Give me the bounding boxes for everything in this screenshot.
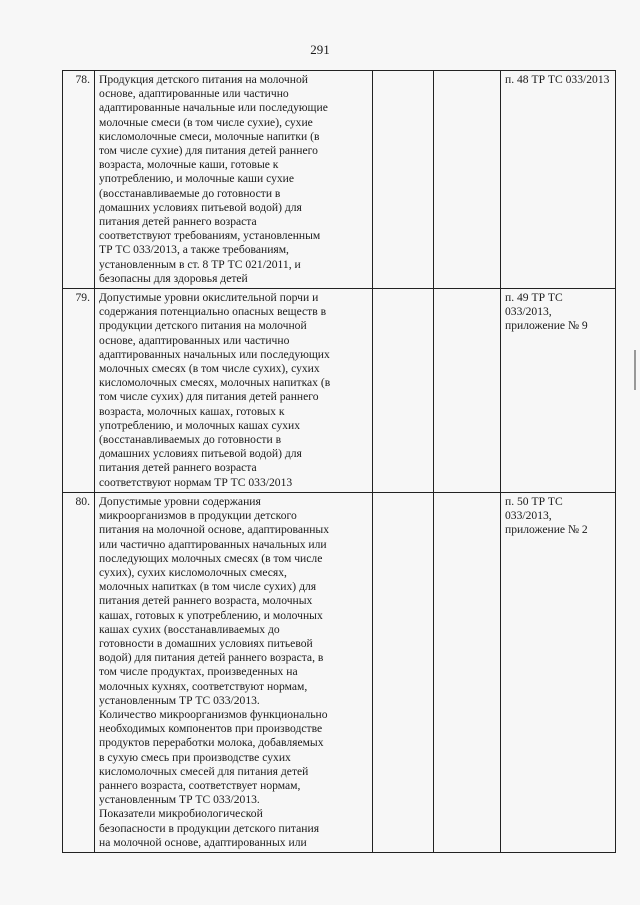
row-number: 80.	[63, 492, 95, 852]
empty-cell-b	[434, 289, 501, 493]
scan-artifact	[634, 350, 636, 390]
table-row	[63, 492, 616, 852]
empty-cell-b	[434, 71, 501, 289]
requirement-text: Продукция детского питания на молочной основе, адаптированные или частично адаптированные начальные или последующие молочные смеси (в том числе сухие), сухие кисломолочные смеси, молочные напитки (в том числе сухие) для питания детей раннего возраста, молочные каши, готовые к употреблению, и молочные каши сухие (восстанавливаемые до готовности в домашних условиях питьевой водой) для питания детей раннего возраста соответствуют требованиям, установленным ТР ТС 033/2013, а также требованиям, установленным в ст. 8 ТР ТС 021/2011, и безопасны для здоровья детей	[95, 71, 373, 289]
regulation-reference: п. 49 ТР ТС 033/2013, приложение № 9	[501, 289, 616, 493]
empty-cell-a	[373, 289, 434, 493]
requirement-text: Допустимые уровни содержания микроорганизмов в продукции детского питания на молочной основе, адаптированных или частично адаптированных начальных или последующих молочных смесях (в том числе сухих), сухих кисломолочных смесях, молочных напитках (в том числе сухих) для питания детей раннего возраста, молочных кашах, готовых к употреблению, и молочных кашах сухих (восстанавливаемых до готовности в домашних условиях питьевой водой) для питания детей раннего возраста, в том числе продуктах, произведенных на молочных кухнях, соответствуют нормам, установленным ТР ТС 033/2013. Количество микроорганизмов функционально необходимых компонентов при производстве продуктов переработки молока, добавляемых в сухую смесь при производстве сухих кисломолочных смесей для питания детей раннего возраста, соответствует нормам, установленным ТР ТС 033/2013. Показатели микробиологической безопасности в продукции детского питания на молочной основе, адаптированных или	[95, 492, 373, 852]
requirement-text: Допустимые уровни окислительной порчи и содержания потенциально опасных веществ в продукции детского питания на молочной основе, адаптированных или частично адаптированных начальных или последующих молочных смесях (в том числе сухих), сухих кисломолочных смесях, молочных напитках (в том числе сухих) для питания детей раннего возраста, молочных кашах, готовых к употреблению, и молочных кашах сухих (восстанавливаемых до готовности в домашних условиях питьевой водой) для питания детей раннего возраста соответствуют нормам ТР ТС 033/2013	[95, 289, 373, 493]
empty-cell-a	[373, 71, 434, 289]
table-row	[63, 71, 616, 289]
page-number: 291	[310, 42, 330, 57]
table-row	[63, 289, 616, 493]
row-number: 79.	[63, 289, 95, 493]
regulation-reference: п. 48 ТР ТС 033/2013	[501, 71, 616, 289]
regulation-reference: п. 50 ТР ТС 033/2013, приложение № 2	[501, 492, 616, 852]
empty-cell-a	[373, 492, 434, 852]
requirements-table	[62, 70, 616, 853]
empty-cell-b	[434, 492, 501, 852]
row-number: 78.	[63, 71, 95, 289]
